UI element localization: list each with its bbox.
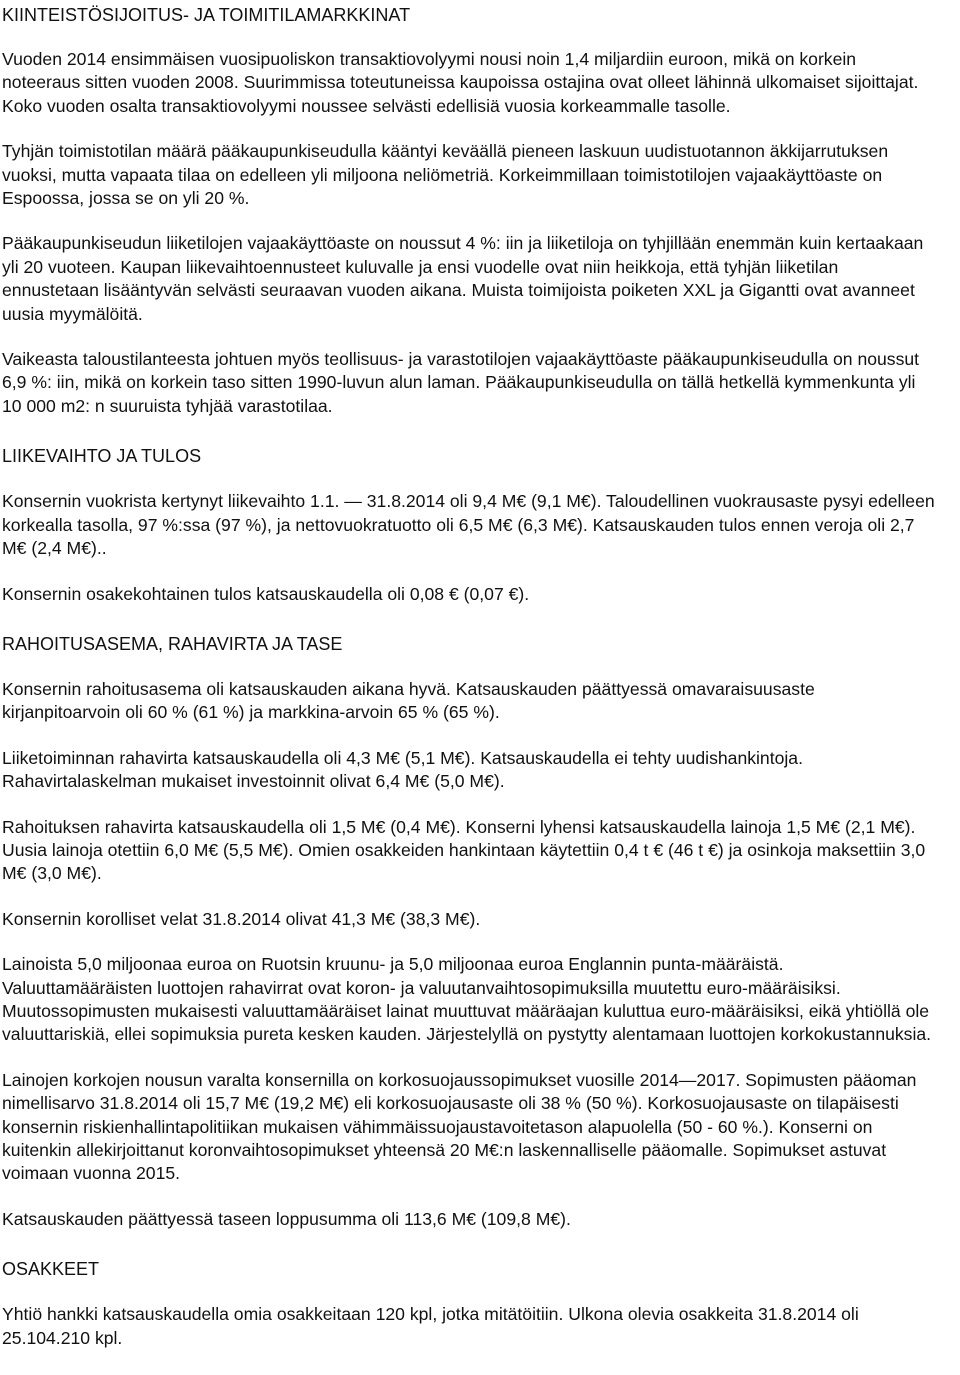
paragraph: Pääkaupunkiseudun liiketilojen vajaakäyttöaste on noussut 4 %: iin ja liiketiloja on tyhjillään enemmän kuin kertaakaan yli 20 vuoteen. Kaupan liikevaihtoennusteet kuluvalle ja ensi vuodelle ovat niin heikkoja, että tyhjän liiketilan ennustetaan lisääntyvän selvästi seuraavan vuoden aikana. Muista toimijoista poiketen XXL ja Gigantti ovat avanneet uusia myymälöitä.	[2, 233, 924, 324]
paragraph: Vaikeasta taloustilanteesta johtuen myös teollisuus- ja varastotilojen vajaakäyttöaste pääkaupunkiseudulla on noussut 6,9 %: iin, mikä on korkein taso sitten 1990-luvun alun laman. Pääkaupunkiseudulla on tällä hetkellä kymmenkunta yli 10 000 m2: n suuruista tyhjää varastotilaa.	[2, 349, 920, 416]
section-heading: RAHOITUSASEMA, RAHAVIRTA JA TASE	[2, 633, 343, 654]
paragraph: Rahoituksen rahavirta katsauskaudella oli 1,5 M€ (0,4 M€). Konserni lyhensi katsauskaudella lainoja 1,5 M€ (2,1 M€). Uusia lainoja otettiin 6,0 M€ (5,5 M€). Omien osakkeiden hankintaan käytettiin 0,4 t € (46 t €) ja osinkoja maksettiin 3,0 M€ (3,0 M€).	[2, 816, 926, 884]
paragraph: Konsernin vuokrista kertynyt liikevaihto 1.1. — 31.8.2014 oli 9,4 M€ (9,1 M€). Taloudellinen vuokrausaste pysyi edelleen korkealla tasolla, 97 %:ssa (97 %), ja nettovuokratuotto oli 6,5 M€ (6,3 M€). Katsauskauden tulos ennen veroja oli 2,7 M€ (2,4 M€)..	[2, 491, 935, 559]
paragraph: Konsernin korolliset velat 31.8.2014 olivat 41,3 M€ (38,3 M€).	[2, 908, 481, 929]
section-heading: OSAKKEET	[2, 1259, 100, 1280]
section-heading: LIIKEVAIHTO JA TULOS	[2, 446, 202, 467]
paragraph: Konsernin rahoitusasema oli katsauskauden aikana hyvä. Katsauskauden päättyessä omavaraisuusaste kirjanpitoarvoin oli 60 % (61 %) ja markkina-arvoin 65 % (65 %).	[2, 678, 815, 723]
paragraph: Liiketoiminnan rahavirta katsauskaudella oli 4,3 M€ (5,1 M€). Katsauskaudella ei tehty uudishankintoja. Rahavirtalaskelman mukaiset investoinnit olivat 6,4 M€ (5,0 M€).	[2, 747, 803, 792]
paragraph: Lainojen korkojen nousun varalta konsernilla on korkosuojaussopimukset vuosille 2014—2017. Sopimusten pääoman nimellisarvo 31.8.2014 oli 15,7 M€ (19,2 M€) eli korkosuojausaste oli 38 % (50 %). Korkosuojausaste on tilapäisesti konsernin riskienhallintapolitiikan mukaisen vähimmäissuojaustavoitetason alapuolella (50 - 60 %.). Konserni on kuitenkin allekirjoittanut koronvaihtosopimukset yhteensä 20 M€:n laskennalliselle pääomalle. Sopimukset astuvat voimaan vuonna 2015.	[2, 1069, 917, 1184]
paragraph: Katsauskauden päättyessä taseen loppusumma oli 113,6 M€ (109,8 M€).	[2, 1208, 571, 1229]
paragraph: Tyhjän toimistotilan määrä pääkaupunkiseudulla kääntyi keväällä pieneen laskuun uudistuotannon äkkijarrutuksen vuoksi, mutta vapaata tilaa on edelleen yli miljoona neliömetriä. Korkeimmillaan toimistotilojen vajaakäyttöaste on Espoossa, jossa se on yli 20 %.	[2, 141, 889, 209]
paragraph: Yhtiö hankki katsauskaudella omia osakkeitaan 120 kpl, jotka mitätöitiin. Ulkona olevia osakkeita 31.8.2014 oli 25.104.210 kpl.	[2, 1304, 859, 1348]
section-heading: KIINTEISTÖSIJOITUS- JA TOIMITILAMARKKINAT	[2, 5, 411, 25]
paragraph: Vuoden 2014 ensimmäisen vuosipuoliskon transaktiovolyymi nousi noin 1,4 miljardiin euroon, mikä on korkein noteeraus sitten vuoden 2008. Suurimmissa toteutuneissa kaupoissa ostajina ovat olleet lähinnä ulkomaiset sijoittajat. Koko vuoden osalta transaktiovolyymi noussee selvästi edellisiä vuosia korkeammalle tasolle.	[2, 49, 919, 116]
paragraph: Lainoista 5,0 miljoonaa euroa on Ruotsin kruunu- ja 5,0 miljoonaa euroa Englannin punta-määräistä. Valuuttamääräisten luottojen rahavirrat ovat koron- ja valuutanvaihtosopimuksilla muutettu euro-määräisiksi. Muutossopimusten mukaisesti valuuttamääräiset lainat muuttuvat määräajan kuluttua euro-määräisiksi, eikä yhtiöllä ole valuuttariskiä, ellei sopimuksia pureta kesken kauden. Järjestelyllä on pystytty alentamaan luottojen korkokustannuksia.	[2, 954, 932, 1045]
paragraph: Konsernin osakekohtainen tulos katsauskaudella oli 0,08 € (0,07 €).	[2, 583, 530, 604]
